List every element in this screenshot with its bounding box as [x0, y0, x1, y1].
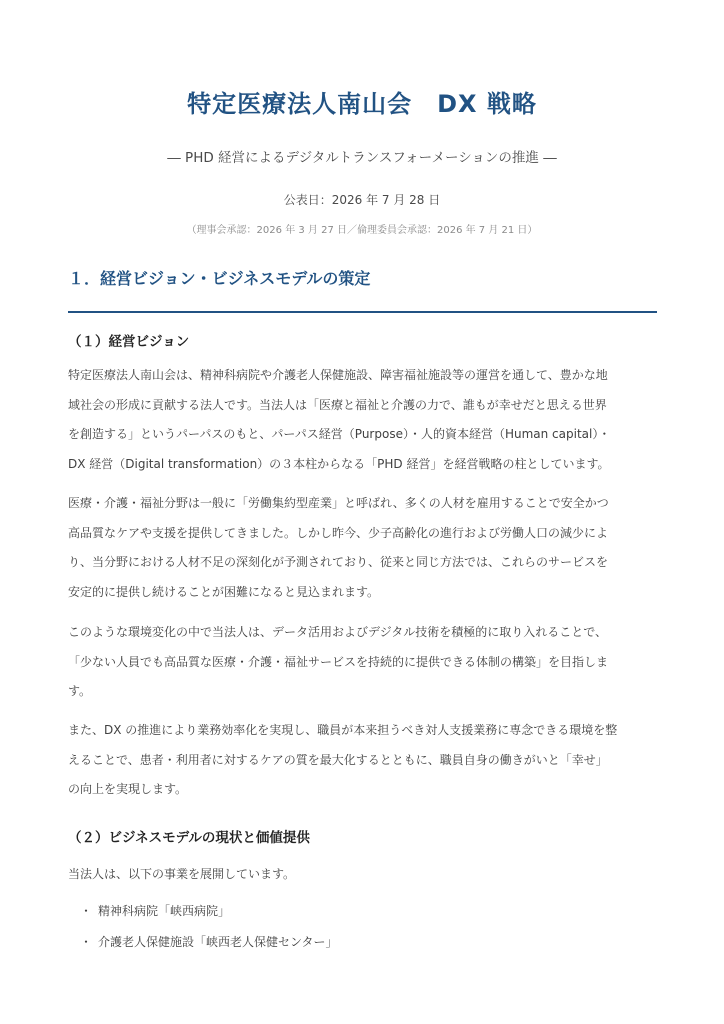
section-divider	[68, 311, 657, 313]
paragraph-line: 域社会の形成に貢献する法人です。当法人は「医療と福祉と介護の力で、誰もが幸せだと思える世界	[68, 397, 607, 412]
paragraph-line: を創造する」というパーパスのもと、パーパス経営（Purpose）・人的資本経営（Human capital）・	[68, 427, 611, 441]
list-item	[80, 933, 338, 950]
bullet-marker: ・	[80, 935, 93, 949]
paragraph-1	[68, 361, 660, 479]
paragraph-line: 当法人は、以下の事業を展開しています。	[68, 867, 296, 881]
list-item-text: 介護老人保健施設「峡西老人保健センター」	[98, 935, 338, 949]
approval-note: （理事会承認：2026 年 3 月 27 日／倫理委員会承認：2026 年 7 月 21 日）	[186, 225, 538, 236]
subsection-1-heading: （１）経営ビジョン	[68, 334, 190, 350]
document-title: 特定医療法人南山会 DX 戦略	[187, 90, 537, 118]
section-1-heading: １．経営ビジョン・ビジネスモデルの策定	[68, 269, 371, 288]
publication-date: 公表日：2026 年 7 月 28 日	[283, 193, 441, 207]
paragraph-line: 特定医療法人南山会は、精神科病院や介護老人保健施設、障害福祉施設等の運営を通して、豊かな地	[68, 368, 608, 382]
paragraph-3	[68, 618, 660, 707]
paragraph-line: り、当分野における人材不足の深刻化が予測されており、従来と同じ方法では、これらのサービスを	[68, 555, 609, 569]
list-item	[80, 902, 230, 919]
paragraph-line: DX 経営（Digital transformation）の３本柱からなる「PHD 経営」を経営戦略の柱としています。	[68, 456, 610, 471]
paragraph-line: また、DX の推進により業務効率化を実現し、職員が本来担うべき対人支援業務に専念できる環境を整	[68, 723, 618, 737]
paragraph-line: す。	[68, 684, 92, 698]
paragraph-line: の向上を実現します。	[68, 782, 188, 796]
business-intro	[68, 860, 660, 890]
bullet-marker: ・	[80, 904, 93, 918]
paragraph-4	[68, 716, 660, 805]
paragraph-line: 医療・介護・福祉分野は一般に「労働集約型産業」と呼ばれ、多くの人材を雇用することで安全かつ	[68, 496, 609, 510]
paragraph-line: 安定的に提供し続けることが困難になると見込まれます。	[68, 584, 380, 599]
list-item-text: 精神科病院「峡西病院」	[98, 904, 231, 918]
paragraph-2	[68, 489, 660, 607]
paragraph-line: えることで、患者・利用者に対するケアの質を最大化するとともに、職員自身の働きがいと「幸せ」	[68, 752, 608, 767]
subsection-2-heading: （２）ビジネスモデルの現状と価値提供	[68, 830, 310, 846]
document-subtitle: ― PHD 経営によるデジタルトランスフォーメーションの推進 ―	[167, 150, 557, 166]
paragraph-line: このような環境変化の中で当法人は、データ活用およびデジタル技術を積極的に取り入れることで、	[68, 625, 608, 639]
paragraph-line: 「少ない人員でも高品質な医療・介護・福祉サービスを持続的に提供できる体制の構築」を目指しま	[68, 654, 609, 669]
paragraph-line: 高品質なケアや支援を提供してきました。しかし昨今、少子高齢化の進行および労働人口の減少によ	[68, 525, 609, 540]
